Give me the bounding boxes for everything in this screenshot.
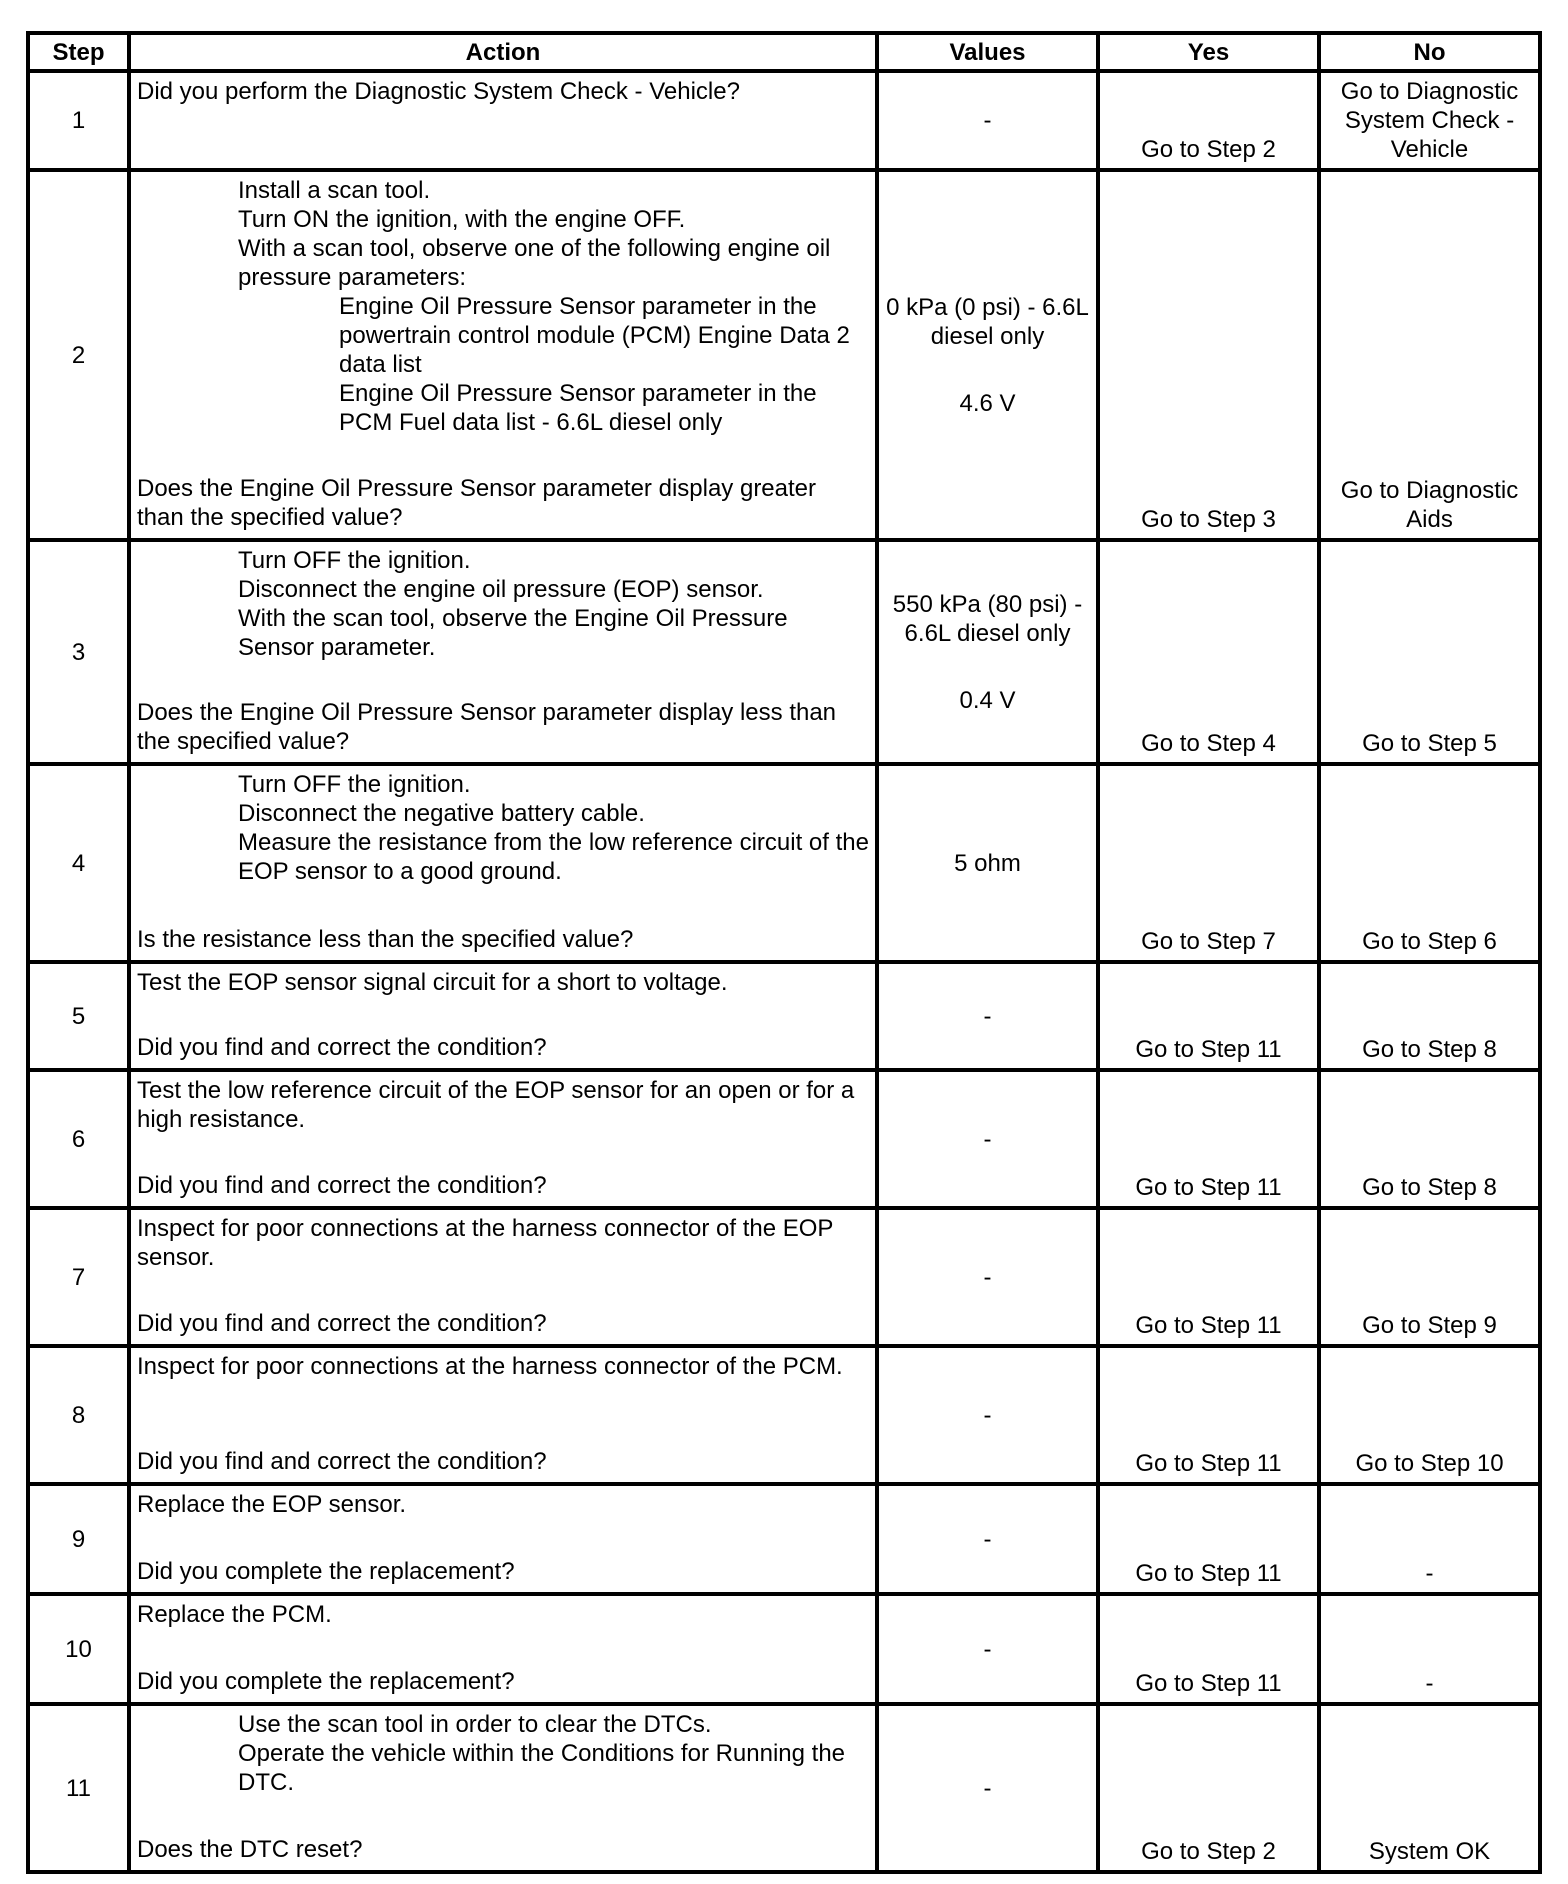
action-cell [129, 1594, 877, 1704]
spec-value: 550 kPa (80 psi) - 6.6L diesel only [892, 590, 1083, 647]
action-instruction: Engine Oil Pressure Sensor parameter in the PCM Fuel data list - 6.6L diesel only [339, 380, 817, 436]
no-result: System OK [1319, 1704, 1540, 1872]
action-instruction: Inspect for poor connections at the harness connector of the PCM. [137, 1353, 843, 1380]
yes-result: Go to Step 11 [1098, 1484, 1319, 1594]
spec-value: - [983, 1401, 992, 1429]
values-spacer [885, 351, 1090, 389]
action-cell [129, 540, 877, 764]
action-cell [129, 71, 877, 170]
action-instruction: With the scan tool, observe the Engine Oil Pressure Sensor parameter. [238, 605, 788, 661]
step-number: 5 [28, 962, 129, 1070]
table-row [28, 540, 1540, 764]
table-row [28, 170, 1540, 540]
values-spacer [885, 648, 1090, 686]
header-row [28, 33, 1540, 71]
action-question: Did you find and correct the condition? [137, 1310, 547, 1337]
action-instruction: Turn OFF the ignition. [238, 771, 471, 798]
spec-value: - [983, 1635, 992, 1663]
action-instruction: Inspect for poor connections at the harness connector of the EOP sensor. [137, 1215, 833, 1271]
table-body [28, 71, 1540, 1872]
step-number: 2 [28, 170, 129, 540]
step-number: 4 [28, 764, 129, 962]
action-question: Did you find and correct the condition? [137, 1172, 547, 1199]
spec-value: - [983, 107, 992, 134]
action-instruction: Operate the vehicle within the Conditions for Running the DTC. [238, 1740, 846, 1796]
action-question: Did you complete the replacement? [137, 1558, 515, 1585]
no-result: Go to Step 5 [1319, 540, 1540, 764]
step-number: 8 [28, 1346, 129, 1484]
no-result: - [1319, 1484, 1540, 1594]
step-number: 11 [28, 1704, 129, 1872]
action-cell [129, 962, 877, 1070]
spec-value: 5 ohm [954, 849, 1021, 877]
yes-result: Go to Step 4 [1098, 540, 1319, 764]
no-result: Go to Step 8 [1319, 1070, 1540, 1208]
spec-value: - [983, 1263, 992, 1291]
spec-value: 0.4 V [959, 686, 1016, 714]
action-instruction: Disconnect the engine oil pressure (EOP) sensor. [238, 576, 764, 603]
yes-result: Go to Step 2 [1098, 1704, 1319, 1872]
values-cell [877, 1346, 1098, 1484]
action-instruction: Turn OFF the ignition. [238, 547, 471, 574]
values-cell [877, 962, 1098, 1070]
action-instruction: Test the EOP sensor signal circuit for a short to voltage. [137, 969, 728, 996]
no-result: Go to Step 6 [1319, 764, 1540, 962]
action-question: Did you complete the replacement? [137, 1668, 515, 1695]
step-number: 10 [28, 1594, 129, 1704]
yes-result: Go to Step 11 [1098, 962, 1319, 1070]
action-cell [129, 1704, 877, 1872]
action-instruction: Did you perform the Diagnostic System Check - Vehicle? [137, 78, 740, 105]
yes-result: Go to Step 2 [1098, 71, 1319, 170]
header-values: Values [877, 33, 1098, 71]
spec-value: - [983, 1525, 992, 1553]
yes-result: Go to Step 11 [1098, 1070, 1319, 1208]
action-instruction: Use the scan tool in order to clear the DTCs. [238, 1711, 712, 1738]
action-instruction: Replace the EOP sensor. [137, 1491, 407, 1518]
header-action: Action [129, 33, 877, 71]
values-cell [877, 170, 1098, 540]
values-cell [877, 764, 1098, 962]
values-cell [877, 540, 1098, 764]
action-instruction: Replace the PCM. [137, 1601, 332, 1628]
action-question: Does the Engine Oil Pressure Sensor parameter display greater than the specified value? [137, 475, 817, 531]
yes-result: Go to Step 11 [1098, 1208, 1319, 1346]
action-question: Does the Engine Oil Pressure Sensor parameter display less than the specified value? [137, 699, 837, 755]
table-row [28, 962, 1540, 1070]
header-yes: Yes [1098, 33, 1319, 71]
values-cell [877, 71, 1098, 170]
spec-value: 0 kPa (0 psi) - 6.6L diesel only [886, 293, 1089, 350]
values-cell [877, 1594, 1098, 1704]
yes-result: Go to Step 7 [1098, 764, 1319, 962]
yes-result: Go to Step 11 [1098, 1346, 1319, 1484]
step-number: 6 [28, 1070, 129, 1208]
table-row [28, 1704, 1540, 1872]
table-row [28, 1070, 1540, 1208]
action-question: Did you find and correct the condition? [137, 1034, 547, 1061]
action-cell [129, 1070, 877, 1208]
spec-value: - [983, 1002, 992, 1030]
action-instruction: Engine Oil Pressure Sensor parameter in the powertrain control module (PCM) Engine Data 2 data list [339, 293, 850, 378]
action-instruction: Install a scan tool. [238, 177, 431, 204]
no-result: Go to Step 9 [1319, 1208, 1540, 1346]
yes-result: Go to Step 3 [1098, 170, 1319, 540]
no-result: Go to Step 10 [1319, 1346, 1540, 1484]
table-row [28, 764, 1540, 962]
values-cell [877, 1208, 1098, 1346]
step-number: 1 [28, 71, 129, 170]
action-cell [129, 1346, 877, 1484]
spec-value: - [983, 1125, 992, 1153]
action-instruction: Turn ON the ignition, with the engine OFF. [238, 206, 686, 233]
table-row [28, 1208, 1540, 1346]
step-number: 3 [28, 540, 129, 764]
table-row [28, 1484, 1540, 1594]
header-step: Step [28, 33, 129, 71]
action-question: Did you find and correct the condition? [137, 1448, 547, 1475]
action-instruction: Disconnect the negative battery cable. [238, 800, 645, 827]
no-result: Go to Step 8 [1319, 962, 1540, 1070]
step-number: 9 [28, 1484, 129, 1594]
action-instruction: Measure the resistance from the low reference circuit of the EOP sensor to a good ground. [238, 829, 869, 885]
table-row [28, 1346, 1540, 1484]
action-instruction: Test the low reference circuit of the EOP sensor for an open or for a high resistance. [137, 1077, 855, 1133]
no-result: - [1319, 1594, 1540, 1704]
values-cell [877, 1070, 1098, 1208]
action-cell [129, 1484, 877, 1594]
action-question: Does the DTC reset? [137, 1836, 363, 1863]
table-row [28, 1594, 1540, 1704]
table-row [28, 71, 1540, 170]
diagnostic-table-container [26, 31, 1538, 1874]
yes-result: Go to Step 11 [1098, 1594, 1319, 1704]
spec-value: 4.6 V [959, 389, 1016, 417]
action-cell [129, 764, 877, 962]
no-result: Go to Diagnostic System Check - Vehicle [1319, 71, 1540, 170]
action-cell [129, 170, 877, 540]
action-instruction: With a scan tool, observe one of the following engine oil pressure parameters: [238, 235, 831, 291]
no-result: Go to Diagnostic Aids [1319, 170, 1540, 540]
values-cell [877, 1484, 1098, 1594]
values-cell [877, 1704, 1098, 1872]
step-number: 7 [28, 1208, 129, 1346]
spec-value: - [983, 1774, 992, 1802]
diagnostic-table [26, 31, 1542, 1874]
action-cell [129, 1208, 877, 1346]
header-no: No [1319, 33, 1540, 71]
action-question: Is the resistance less than the specified value? [137, 926, 634, 953]
